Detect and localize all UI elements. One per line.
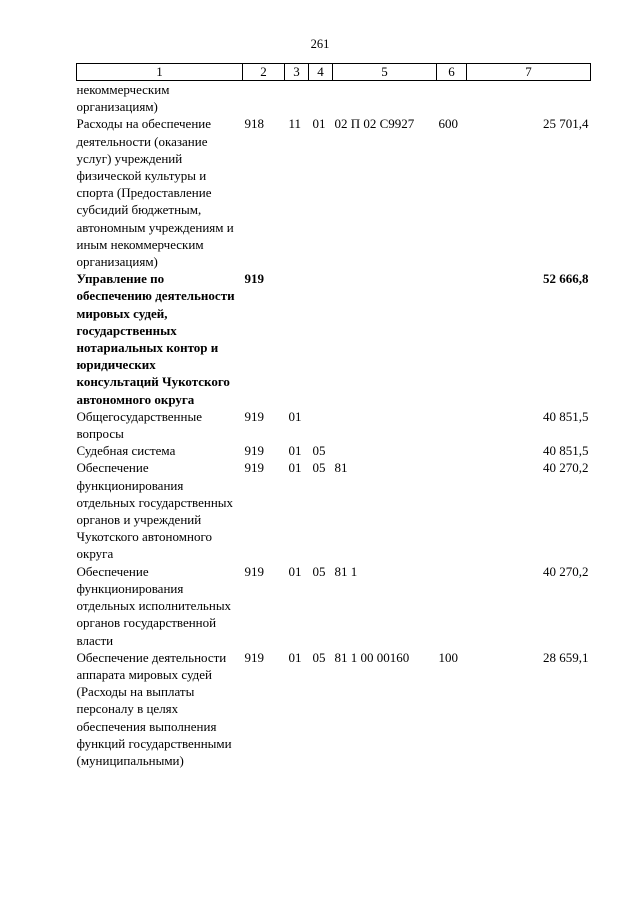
row-code-cell: 919 xyxy=(244,443,264,459)
row-type-cell xyxy=(437,408,467,442)
row-name-cell: некоммерческим организациям) xyxy=(76,82,170,115)
row-code-cell: 919 xyxy=(244,460,264,476)
row-subsection-cell: 05 xyxy=(312,443,326,459)
table-header-row xyxy=(77,64,591,81)
row-target-cell xyxy=(333,442,437,459)
row-section-cell xyxy=(285,270,309,408)
header-cell-6: 6 xyxy=(437,64,467,81)
row-target-cell: 81 1 xyxy=(334,563,358,579)
row-section-cell: 01 xyxy=(288,563,302,579)
row-amount-cell: 25 701,4 xyxy=(543,116,589,132)
row-name-cell: Управление по обеспечению деятельности мировых судей, государственных нотариальных контор и юридических консультаций Чукотского автономного округа xyxy=(76,271,235,407)
row-section-cell: 11 xyxy=(288,116,302,132)
table-row xyxy=(77,115,591,270)
row-amount-cell: 40 851,5 xyxy=(543,443,589,459)
row-amount-cell: 40 270,2 xyxy=(543,563,589,579)
header-cell-7: 7 xyxy=(467,64,591,81)
row-name-cell: Обеспечение деятельности аппарата мировых судей (Расходы на выплаты персоналу в целях обеспечения выполнения функций государственными (муниципальными) xyxy=(76,649,232,768)
row-code-cell: 918 xyxy=(244,116,264,132)
row-type-cell xyxy=(437,270,467,408)
table-row xyxy=(77,270,591,408)
row-amount-cell: 28 659,1 xyxy=(543,649,589,665)
row-amount-cell xyxy=(467,81,591,116)
row-section-cell: 01 xyxy=(288,408,302,424)
row-subsection-cell xyxy=(309,270,333,408)
row-type-cell: 600 xyxy=(438,116,458,132)
row-section-cell xyxy=(285,81,309,116)
header-cell-2: 2 xyxy=(243,64,285,81)
row-subsection-cell: 05 xyxy=(312,460,326,476)
row-name-cell: Общегосударственные вопросы xyxy=(76,408,202,442)
header-cell-1: 1 xyxy=(77,64,243,81)
row-target-cell xyxy=(333,408,437,442)
row-type-cell xyxy=(437,81,467,116)
header-cell-5: 5 xyxy=(333,64,437,81)
header-cell-3: 3 xyxy=(285,64,309,81)
row-subsection-cell xyxy=(309,81,333,116)
row-name-cell: Расходы на обеспечение деятельности (оказание услуг) учреждений физической культуры и спорта (Предоставление субсидий бюджетным, автономным учреждениям и иным некоммерческим организациям) xyxy=(76,116,234,270)
row-type-cell xyxy=(437,459,467,562)
row-target-cell: 02 П 02 С9927 xyxy=(334,116,415,132)
table-row xyxy=(77,459,591,562)
row-subsection-cell xyxy=(309,408,333,442)
row-code-cell: 919 xyxy=(244,563,264,579)
table-row xyxy=(77,408,591,442)
row-subsection-cell: 05 xyxy=(312,563,326,579)
row-subsection-cell: 01 xyxy=(312,116,326,132)
row-code-cell: 919 xyxy=(244,271,264,287)
header-cell-4: 4 xyxy=(309,64,333,81)
table-body xyxy=(77,81,591,770)
row-target-cell: 81 xyxy=(334,460,348,476)
row-type-cell xyxy=(437,563,467,649)
row-name-cell: Судебная система xyxy=(76,443,176,459)
row-type-cell: 100 xyxy=(438,649,458,665)
table-row xyxy=(77,81,591,116)
row-amount-cell: 40 851,5 xyxy=(543,408,589,424)
budget-table xyxy=(76,63,591,769)
row-subsection-cell: 05 xyxy=(312,649,326,665)
table-row xyxy=(77,442,591,459)
table-row xyxy=(77,649,591,769)
row-section-cell: 01 xyxy=(288,460,302,476)
row-type-cell xyxy=(437,442,467,459)
row-section-cell: 01 xyxy=(288,443,302,459)
table-row xyxy=(77,563,591,649)
row-name-cell: Обеспечение функционирования отдельных исполнительных органов государственной власти xyxy=(76,563,232,648)
row-code-cell: 919 xyxy=(244,649,264,665)
row-target-cell: 81 1 00 00160 xyxy=(334,649,410,665)
row-amount-cell: 52 666,8 xyxy=(543,271,589,287)
row-amount-cell: 40 270,2 xyxy=(543,460,589,476)
row-code-cell xyxy=(243,81,285,116)
row-target-cell xyxy=(333,81,437,116)
page-number: 261 xyxy=(310,37,330,51)
row-code-cell: 919 xyxy=(244,408,264,424)
row-section-cell: 01 xyxy=(288,649,302,665)
row-target-cell xyxy=(333,270,437,408)
row-name-cell: Обеспечение функционирования отдельных государственных органов и учреждений Чукотского автономного округа xyxy=(76,460,234,562)
